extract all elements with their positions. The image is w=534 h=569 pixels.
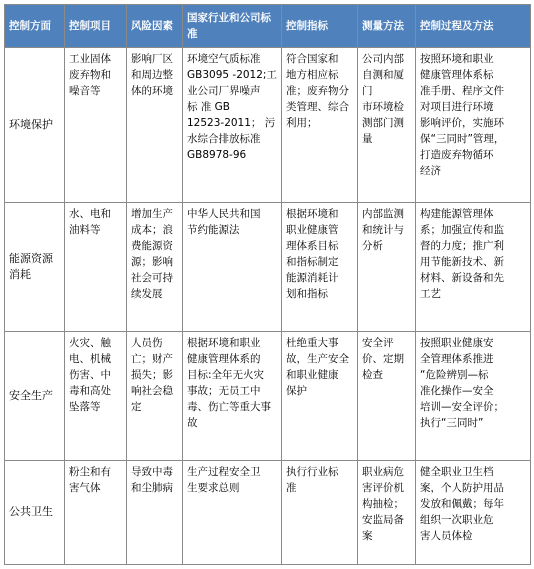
cell-item: 水、电和 油料等 <box>65 202 127 332</box>
cell-standard: 生产过程安全卫 生要求总则 <box>183 460 282 564</box>
cell-process: 按照职业健康安 全管理体系推进 “危险辨别—标 准化操作—安全 培训—安全评价； 执行“三同时” <box>416 332 531 460</box>
cell-item: 工业固体 废弃物和 噪音等 <box>65 48 127 203</box>
control-table <box>4 4 531 565</box>
cell-standard: 中华人民共和国 节约能源法 <box>183 202 282 332</box>
cell-item: 火灾、触 电、机械 伤害、中 毒和高处 坠落等 <box>65 332 127 460</box>
header-risk: 风险因素 <box>127 5 183 48</box>
cell-indicator: 符合国家和 地方相应标 准；废弃物分 类管理、综合 利用； <box>282 48 358 203</box>
cell-standard: 根据环境和职业 健康管理体系的 目标:全年无火灾 事故；无员工中 毒、伤亡等重大事 故 <box>183 332 282 460</box>
cell-risk: 人员伤 亡；财产 损失；影 响社会稳 定 <box>127 332 183 460</box>
table-row <box>5 202 531 332</box>
cell-indicator: 杜绝重大事 故，生产安全 和职业健康 保护 <box>282 332 358 460</box>
cell-process: 构建能源管理体 系；加强宣传和监 督的力度；推广利 用节能新技术、新 材料、新设备和先 工艺 <box>416 202 531 332</box>
header-row <box>5 5 531 48</box>
header-process: 控制过程及方法 <box>416 5 531 48</box>
cell-method: 内部监测 和统计与 分析 <box>358 202 416 332</box>
cell-indicator: 执行行业标 准 <box>282 460 358 564</box>
cell-aspect: 能源资源 消耗 <box>5 202 65 332</box>
cell-indicator: 根据环境和 职业健康管 理体系目标 和指标制定 能源消耗计 划和指标 <box>282 202 358 332</box>
cell-method: 职业病危 害评价机 构抽检； 安监局备 案 <box>358 460 416 564</box>
header-indicator: 控制指标 <box>282 5 358 48</box>
header-item: 控制项目 <box>65 5 127 48</box>
table-row <box>5 332 531 460</box>
table-row <box>5 48 531 203</box>
cell-risk: 增加生产 成本；浪 费能源资 源；影响 社会可持 续发展 <box>127 202 183 332</box>
cell-standard: 环境空气质标准 GB3095 -2012;工 业公司厂界噪声 标 准 GB 12523-2011； 污 水综合排放标准 GB8978-96 <box>183 48 282 203</box>
header-method: 测量方法 <box>358 5 416 48</box>
table-row <box>5 460 531 564</box>
cell-process: 健全职业卫生档 案，个人防护用品 发放和佩戴；每年 组织一次职业危 害人员体检 <box>416 460 531 564</box>
cell-aspect: 安全生产 <box>5 332 65 460</box>
cell-method: 安全评 价、定期 检查 <box>358 332 416 460</box>
header-aspect: 控制方面 <box>5 5 65 48</box>
cell-aspect: 环境保护 <box>5 48 65 203</box>
cell-aspect: 公共卫生 <box>5 460 65 564</box>
cell-item: 粉尘和有 害气体 <box>65 460 127 564</box>
cell-method: 公司内部 自测和厦门 市环境检 测部门测 量 <box>358 48 416 203</box>
cell-process: 按照环境和职业 健康管理体系标 准手册、程序文件 对项目进行环境 影响评价，实施环 保“三同时”管理， 打造废弃物循环 经济 <box>416 48 531 203</box>
cell-risk: 影响厂区 和周边整 体的环境 <box>127 48 183 203</box>
cell-risk: 导致中毒 和尘肺病 <box>127 460 183 564</box>
header-standard: 国家行业和公司标准 <box>183 5 282 48</box>
